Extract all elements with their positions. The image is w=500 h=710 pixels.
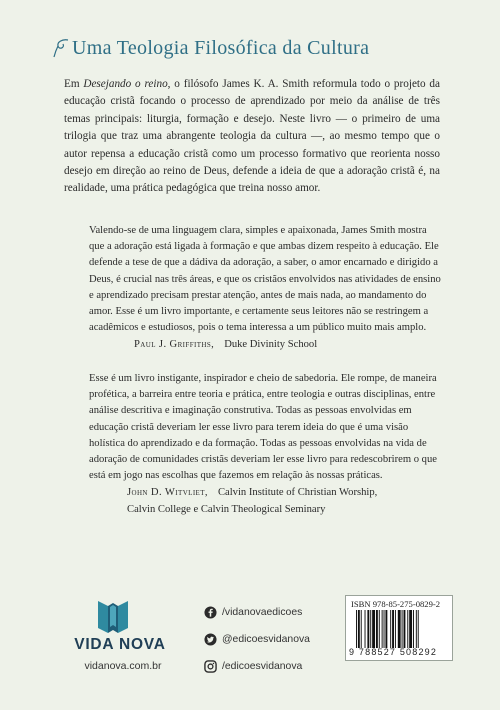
barcode-bar — [418, 610, 419, 648]
endorsement-text: Esse é um livro instigante, inspirador e cheio de sabedoria. Ele rompe, de maneira profética, a barreira entre teoria e prática, entre teologia e outras disciplinas, entre análise descritiva e imaginação construtiva. Todas as pessoas envolvidas em educação cristã deveriam ler esse livro para terem ideia do que é uma visão holística do aprendizado e da formação. Todas as pessoas envolvidas na vida de adoração de comunidades cristãs deveriam ler esse livro para redescobrirem o que está em jogo nas escolhas que fazemos em relação às nossas práticas. — [89, 373, 437, 482]
barcode-bar — [398, 610, 401, 648]
intro-prefix: Em — [64, 78, 84, 90]
barcode-bar — [395, 610, 396, 648]
intro-paragraph — [64, 76, 440, 198]
social-instagram[interactable] — [204, 658, 344, 674]
endorsement-attribution — [134, 337, 441, 353]
endorsement-2 — [89, 371, 441, 518]
barcode-bar — [361, 610, 362, 648]
barcode-bar — [392, 610, 394, 648]
vida-nova-logo-icon — [94, 597, 132, 637]
barcode-bar — [379, 610, 380, 648]
endorsement-text: Valendo-se de uma linguagem clara, simples e apaixonada, James Smith mostra que a adoração está ligada à formação e que ambas dizem respeito à educação. Ele defende a tese de que a dádiva da adoração, a saber, o amor encarnado e dirigido a Deus, é crucial nas três áreas, e que os cristãos envolvidos nas atividades de ensino e aprendizado precisam prestar atenção, antes de mais nada, ao mandamento do amor. Esse é um livro importante, e certamente seus leitores não se restringem a acadêmicos e estudiosos, pois o tema interessa a um público muito mais amplo. — [89, 225, 441, 334]
endorsement-author: John D. Witvliet, — [127, 487, 208, 499]
barcode-bar — [356, 610, 357, 648]
barcode-bar — [409, 610, 412, 648]
publisher-name: VIDA NOVA — [74, 636, 166, 653]
barcode-number: 9 788527 508292 — [349, 647, 438, 657]
flourish-icon — [52, 37, 70, 59]
instagram-handle: /edicoesvidanova — [222, 660, 303, 672]
social-facebook[interactable] — [204, 604, 344, 620]
barcode-bar — [416, 610, 417, 648]
intro-text: , o filósofo James K. A. Smith reformula todo o projeto da educação cristã focando o processo de aprendizado por meio da análise de três temas principais: liturgia, formação e desejo. Neste livro — o primeiro de uma trilogia que traz uma abrangente teologia da cultura —, ao mesmo tempo que o autor repensa a educação cristã como um processo formativo que reorienta nosso desejo em direção ao reino de Deus, defende a ideia de que a adoração cristã é, na realidade, uma prática pedagógica que treina nosso amor. — [64, 78, 440, 195]
page-title: Uma Teologia Filosófica da Cultura — [72, 36, 370, 59]
twitter-icon — [204, 633, 217, 646]
barcode-bar — [376, 610, 378, 648]
instagram-icon — [204, 660, 217, 673]
barcode-bar — [413, 610, 414, 648]
endorsement-attribution — [127, 485, 441, 517]
facebook-handle: /vidanovaedicoes — [222, 606, 303, 618]
barcode-bar — [390, 610, 391, 648]
facebook-icon — [204, 606, 217, 619]
barcode-bar — [407, 610, 408, 648]
endorsement-author: Paul J. Griffiths, — [134, 339, 215, 351]
barcode-bar — [370, 610, 371, 648]
barcode-bar — [367, 610, 369, 648]
barcode-bar — [385, 610, 387, 648]
barcode-bar — [372, 610, 375, 648]
title-row — [52, 33, 472, 63]
barcode-bar — [402, 610, 403, 648]
endorsement-affiliation: Calvin Institute of Christian Worship, — [217, 487, 378, 499]
isbn-label: ISBN 978-85-275-0829-2 — [351, 599, 441, 609]
endorsement-affiliation: Duke Divinity School — [224, 339, 318, 351]
barcode-bars — [356, 610, 446, 648]
barcode-bar — [358, 610, 360, 648]
publisher-url[interactable]: vidanova.com.br — [84, 660, 162, 672]
book-title: Desejando o reino — [83, 78, 168, 90]
barcode-bar — [404, 610, 406, 648]
barcode-bar — [384, 610, 385, 648]
barcode-bar — [382, 610, 383, 648]
barcode — [345, 595, 453, 661]
social-twitter[interactable] — [204, 631, 344, 647]
twitter-handle: @edicoesvidanova — [222, 633, 310, 645]
barcode-bar — [365, 610, 366, 648]
endorsement-affiliation-2: Calvin College e Calvin Theological Seminary — [127, 503, 326, 515]
endorsement-1 — [89, 223, 441, 354]
social-links — [204, 604, 344, 685]
